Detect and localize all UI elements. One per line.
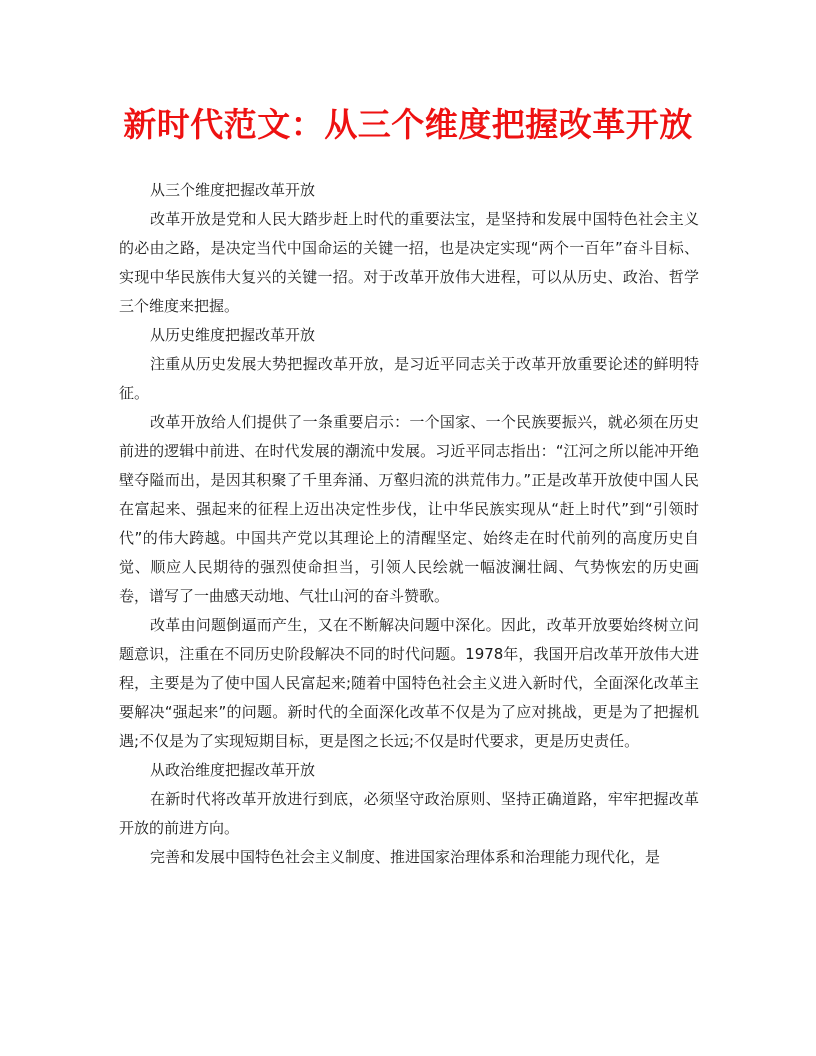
body-paragraph: 注重从历史发展大势把握改革开放，是习近平同志关于改革开放重要论述的鲜明特征。 bbox=[119, 355, 699, 402]
document-body bbox=[119, 176, 699, 872]
body-paragraph: 在新时代将改革开放进行到底，必须坚守政治原则、坚持正确道路，牢牢把握改革开放的前进方向。 bbox=[119, 790, 699, 837]
body-paragraph: 改革开放是党和人民大踏步赶上时代的重要法宝，是坚持和发展中国特色社会主义的必由之路，是决定当代中国命运的关键一招，也是决定实现“两个一百年”奋斗目标、实现中华民族伟大复兴的关键一招。对于改革开放伟大进程，可以从历史、政治、哲学三个维度来把握。 bbox=[119, 210, 699, 315]
section-politics-heading: 从政治维度把握改革开放 bbox=[150, 761, 316, 779]
body-paragraph: 改革开放给人们提供了一条重要启示：一个国家、一个民族要振兴，就必须在历史前进的逻辑中前进、在时代发展的潮流中发展。习近平同志指出：“江河之所以能冲开绝壁夺隘而出，是因其积聚了千里奔涌、万壑归流的洪荒伟力。”正是改革开放使中国人民在富起来、强起来的征程上迈出决定性步伐，让中华民族实现从“赶上时代”到“引领时代”的伟大跨越。中国共产党以其理论上的清醒坚定、始终走在时代前列的高度历史自觉、顺应人民期待的强烈使命担当，引领人民绘就一幅波澜壮阔、气势恢宏的历史画卷，谱写了一曲感天动地、气壮山河的奋斗赞歌。 bbox=[119, 413, 699, 605]
body-paragraph: 完善和发展中国特色社会主义制度、推进国家治理体系和治理能力现代化，是 bbox=[150, 848, 661, 866]
document-title: 新时代范文：从三个维度把握改革开放 bbox=[123, 105, 693, 144]
section-history-heading: 从历史维度把握改革开放 bbox=[150, 326, 316, 344]
section-intro-heading: 从三个维度把握改革开放 bbox=[150, 181, 316, 199]
body-paragraph: 改革由问题倒逼而产生，又在不断解决问题中深化。因此，改革开放要始终树立问题意识，注重在不同历史阶段解决不同的时代问题。1978年，我国开启改革开放伟大进程，主要是为了使中国人民富起来;随着中国特色社会主义进入新时代，全面深化改革主要解决“强起来”的问题。新时代的全面深化改革不仅是为了应对挑战，更是为了把握机遇;不仅是为了实现短期目标，更是图之长远;不仅是时代要求，更是历史责任。 bbox=[119, 616, 699, 750]
